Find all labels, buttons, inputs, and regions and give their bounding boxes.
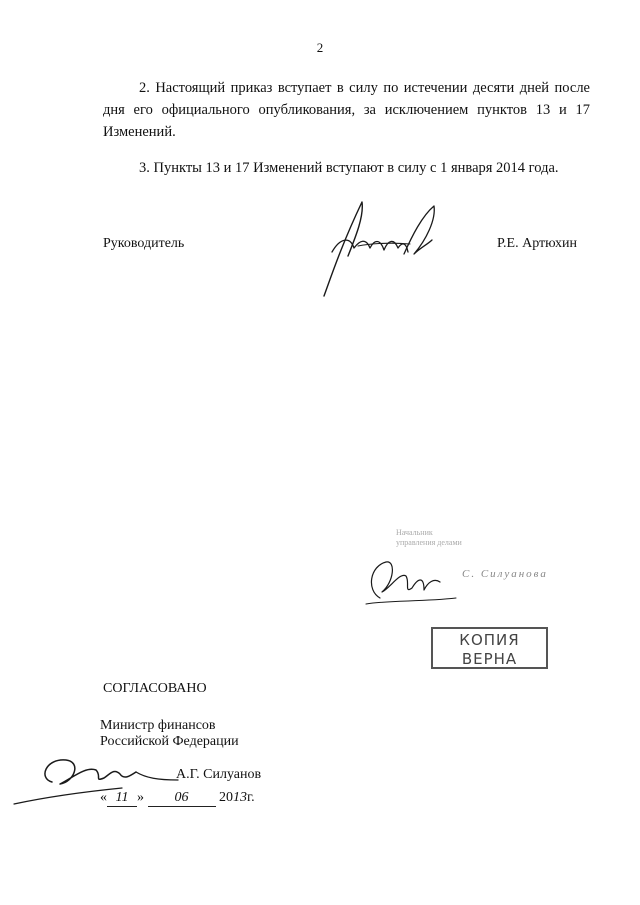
approver-position-line-2: Российской Федерации [100, 734, 239, 749]
page-number: 2 [316, 40, 324, 55]
date-year-prefix: 20 [219, 790, 233, 805]
date-year-suffix: 13 [233, 790, 247, 805]
approver-position-line-1: Министр финансов [100, 718, 216, 733]
faint-header-1: Начальник [396, 528, 433, 537]
approval-date [100, 790, 255, 807]
stamp-line-1: КОПИЯ [459, 631, 520, 649]
certifier-signature [360, 548, 460, 610]
signer-role: Руководитель [103, 236, 185, 251]
approver-name: А.Г. Силуанов [176, 767, 262, 782]
signer-name: Р.Е. Артюхин [497, 236, 578, 251]
artyukhin-signature [318, 196, 438, 298]
faint-header-2: управления делами [396, 538, 462, 547]
date-suffix: г. [247, 790, 255, 805]
approval-heading: СОГЛАСОВАНО [103, 681, 207, 696]
date-close-quote: » [137, 790, 144, 805]
copy-stamp [431, 627, 548, 669]
stamp-line-2: ВЕРНА [461, 650, 518, 668]
paragraph-3: 3. Пункты 13 и 17 Изменений вступают в силу с 1 января 2014 года. [139, 160, 559, 176]
date-day: 11 [107, 790, 137, 807]
date-month: 06 [148, 790, 216, 807]
date-open-quote: « [100, 790, 107, 805]
paragraph-2: 2. Настоящий приказ вступает в силу по истечении десяти дней после дня его официального опубликования, за исключением пунктов 13 и 17 Изменений. [103, 80, 590, 140]
certifier-name: С. Силуанова [462, 568, 548, 580]
